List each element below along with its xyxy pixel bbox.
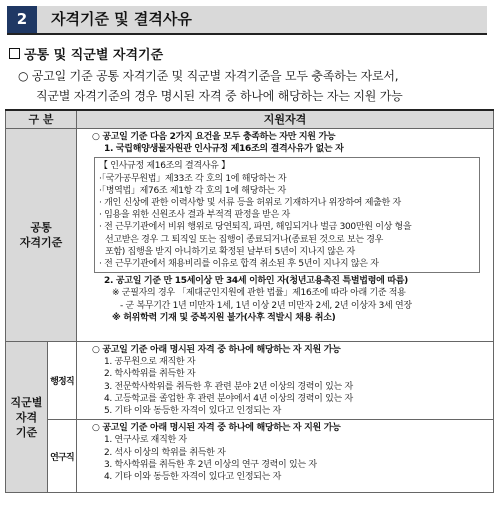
research-item: 3. 학사학위를 취득한 후 2년 이상의 연구 경력이 있는 자 xyxy=(104,459,317,470)
admin-qualification-cell xyxy=(77,342,494,420)
admin-item: 4. 고등학교를 졸업한 후 관련 분야에서 4년 이상의 경력이 있는 자 xyxy=(104,393,353,404)
admin-main: ○ 공고일 기준 아래 명시된 자격 중 하나에 해당하는 자 지원 가능 xyxy=(92,345,341,355)
common-main: ○ 공고일 기준 다음 2가지 요건을 모두 충족하는 자만 지원 가능 xyxy=(92,132,336,142)
subsection-heading xyxy=(9,44,163,63)
rule-item: 포함) 집행을 받지 아니하기로 확정된 날부터 5년이 지나지 않은 자 xyxy=(105,246,355,257)
square-bullet-icon xyxy=(9,48,20,59)
jobgroup-label-line1: 직군별 xyxy=(10,395,43,409)
rule-item: ·「국가공무원법」제33조 각 호의 1에 해당하는 자 xyxy=(99,173,287,184)
rule-box-title: 【 인사규정 제16조의 결격사유 】 xyxy=(99,161,230,172)
common-qualification-cell xyxy=(77,129,494,342)
research-item: 1. 연구사로 재직한 자 xyxy=(104,435,187,446)
research-item: 4. 기타 이와 동등한 자격이 있다고 인정되는 자 xyxy=(104,472,282,483)
rule-item: · 전 근무기관에서 비위 행위로 당연퇴직, 파면, 해임되거나 벌금 300만원 이상 형을 xyxy=(99,222,412,233)
research-row xyxy=(6,420,494,493)
research-main: ○ 공고일 기준 아래 명시된 자격 중 하나에 해당하는 자 지원 가능 xyxy=(92,423,341,434)
admin-row xyxy=(6,342,494,420)
common-row xyxy=(6,129,494,342)
research-qualification-cell xyxy=(77,420,494,493)
header-category: 구 분 xyxy=(6,110,77,129)
common-item-2: 2. 공고일 기준 만 15세이상 만 34세 이하인 자(청년고용촉진 특별법령에 따름) xyxy=(104,276,408,287)
jobgroup-category-cell xyxy=(6,342,48,493)
common-item-1: 1. 국립해양생물자원관 인사규정 제16조의 결격사유가 없는 자 xyxy=(104,144,344,155)
admin-label-cell: 행정직 xyxy=(48,342,77,420)
common-note-2: - 군 복무기간 1년 미만자 1세, 1년 이상 2년 미만자 2세, 2년 이상자 3세 연장 xyxy=(120,300,412,311)
rule-item: · 임용을 위한 신원조사 결과 부적격 판정을 받은 자 xyxy=(99,210,290,221)
common-note-3: ※ 허위학력 기재 및 중복지원 불가(사후 적발시 채용 취소) xyxy=(112,312,336,323)
rule-item: · 개인 신상에 관한 이력사항 및 서류 등을 허위로 기재하거나 위장하여 제출한 자 xyxy=(99,198,401,209)
research-item: 2. 석사 이상의 학위를 취득한 자 xyxy=(104,447,226,458)
section-title: 자격기준 및 결격사유 xyxy=(51,10,192,28)
common-label-line2: 자격기준 xyxy=(19,236,63,249)
jobgroup-label-line2: 자격 xyxy=(15,410,38,424)
rule-box xyxy=(94,157,480,273)
section-header xyxy=(7,6,487,35)
common-note-1: ※ 군필자의 경우 「제대군인지원에 관한 법률」제16조에 따라 아래 기준 적용 xyxy=(112,288,406,299)
admin-item: 2. 학사학위를 취득한 자 xyxy=(104,369,196,380)
jobgroup-label-line3: 기준 xyxy=(15,425,38,439)
rule-item: · 전 근무기관에서 채용비리를 이유로 합격 취소된 후 5년이 지나지 않은 자 xyxy=(99,259,379,270)
admin-item: 1. 공무원으로 재직한 자 xyxy=(104,357,196,368)
common-category-cell xyxy=(6,129,77,342)
intro-line-2: 직군별 자격기준의 경우 명시된 자격 중 하나에 해당하는 자는 지원 가능 xyxy=(36,89,403,103)
intro-line-1: ○ 공고일 기준 공통 자격기준 및 직군별 자격기준을 모두 충족하는 자로서, xyxy=(18,69,399,83)
section-number: 2 xyxy=(7,6,37,33)
rule-item: ·「병역법」제76조 제1항 각 호의 1에 해당하는 자 xyxy=(99,185,286,196)
qualification-table xyxy=(5,109,494,493)
admin-item: 3. 전문학사학위를 취득한 후 관련 분야 2년 이상의 경력이 있는 자 xyxy=(104,381,353,392)
table-header-row xyxy=(6,110,494,129)
rule-item: 선고받은 경우 그 퇴직일 또는 집행이 종료되거나(종료된 것으로 보는 경우 xyxy=(105,234,384,245)
subsection-title: 공통 및 직군별 자격기준 xyxy=(24,48,164,63)
admin-item: 5. 기타 이와 동등한 자격이 있다고 인정되는 자 xyxy=(104,406,282,417)
research-label-cell: 연구직 xyxy=(48,420,77,493)
header-qualification: 지원자격 xyxy=(77,110,494,129)
common-label-line1: 공통 xyxy=(30,221,52,234)
